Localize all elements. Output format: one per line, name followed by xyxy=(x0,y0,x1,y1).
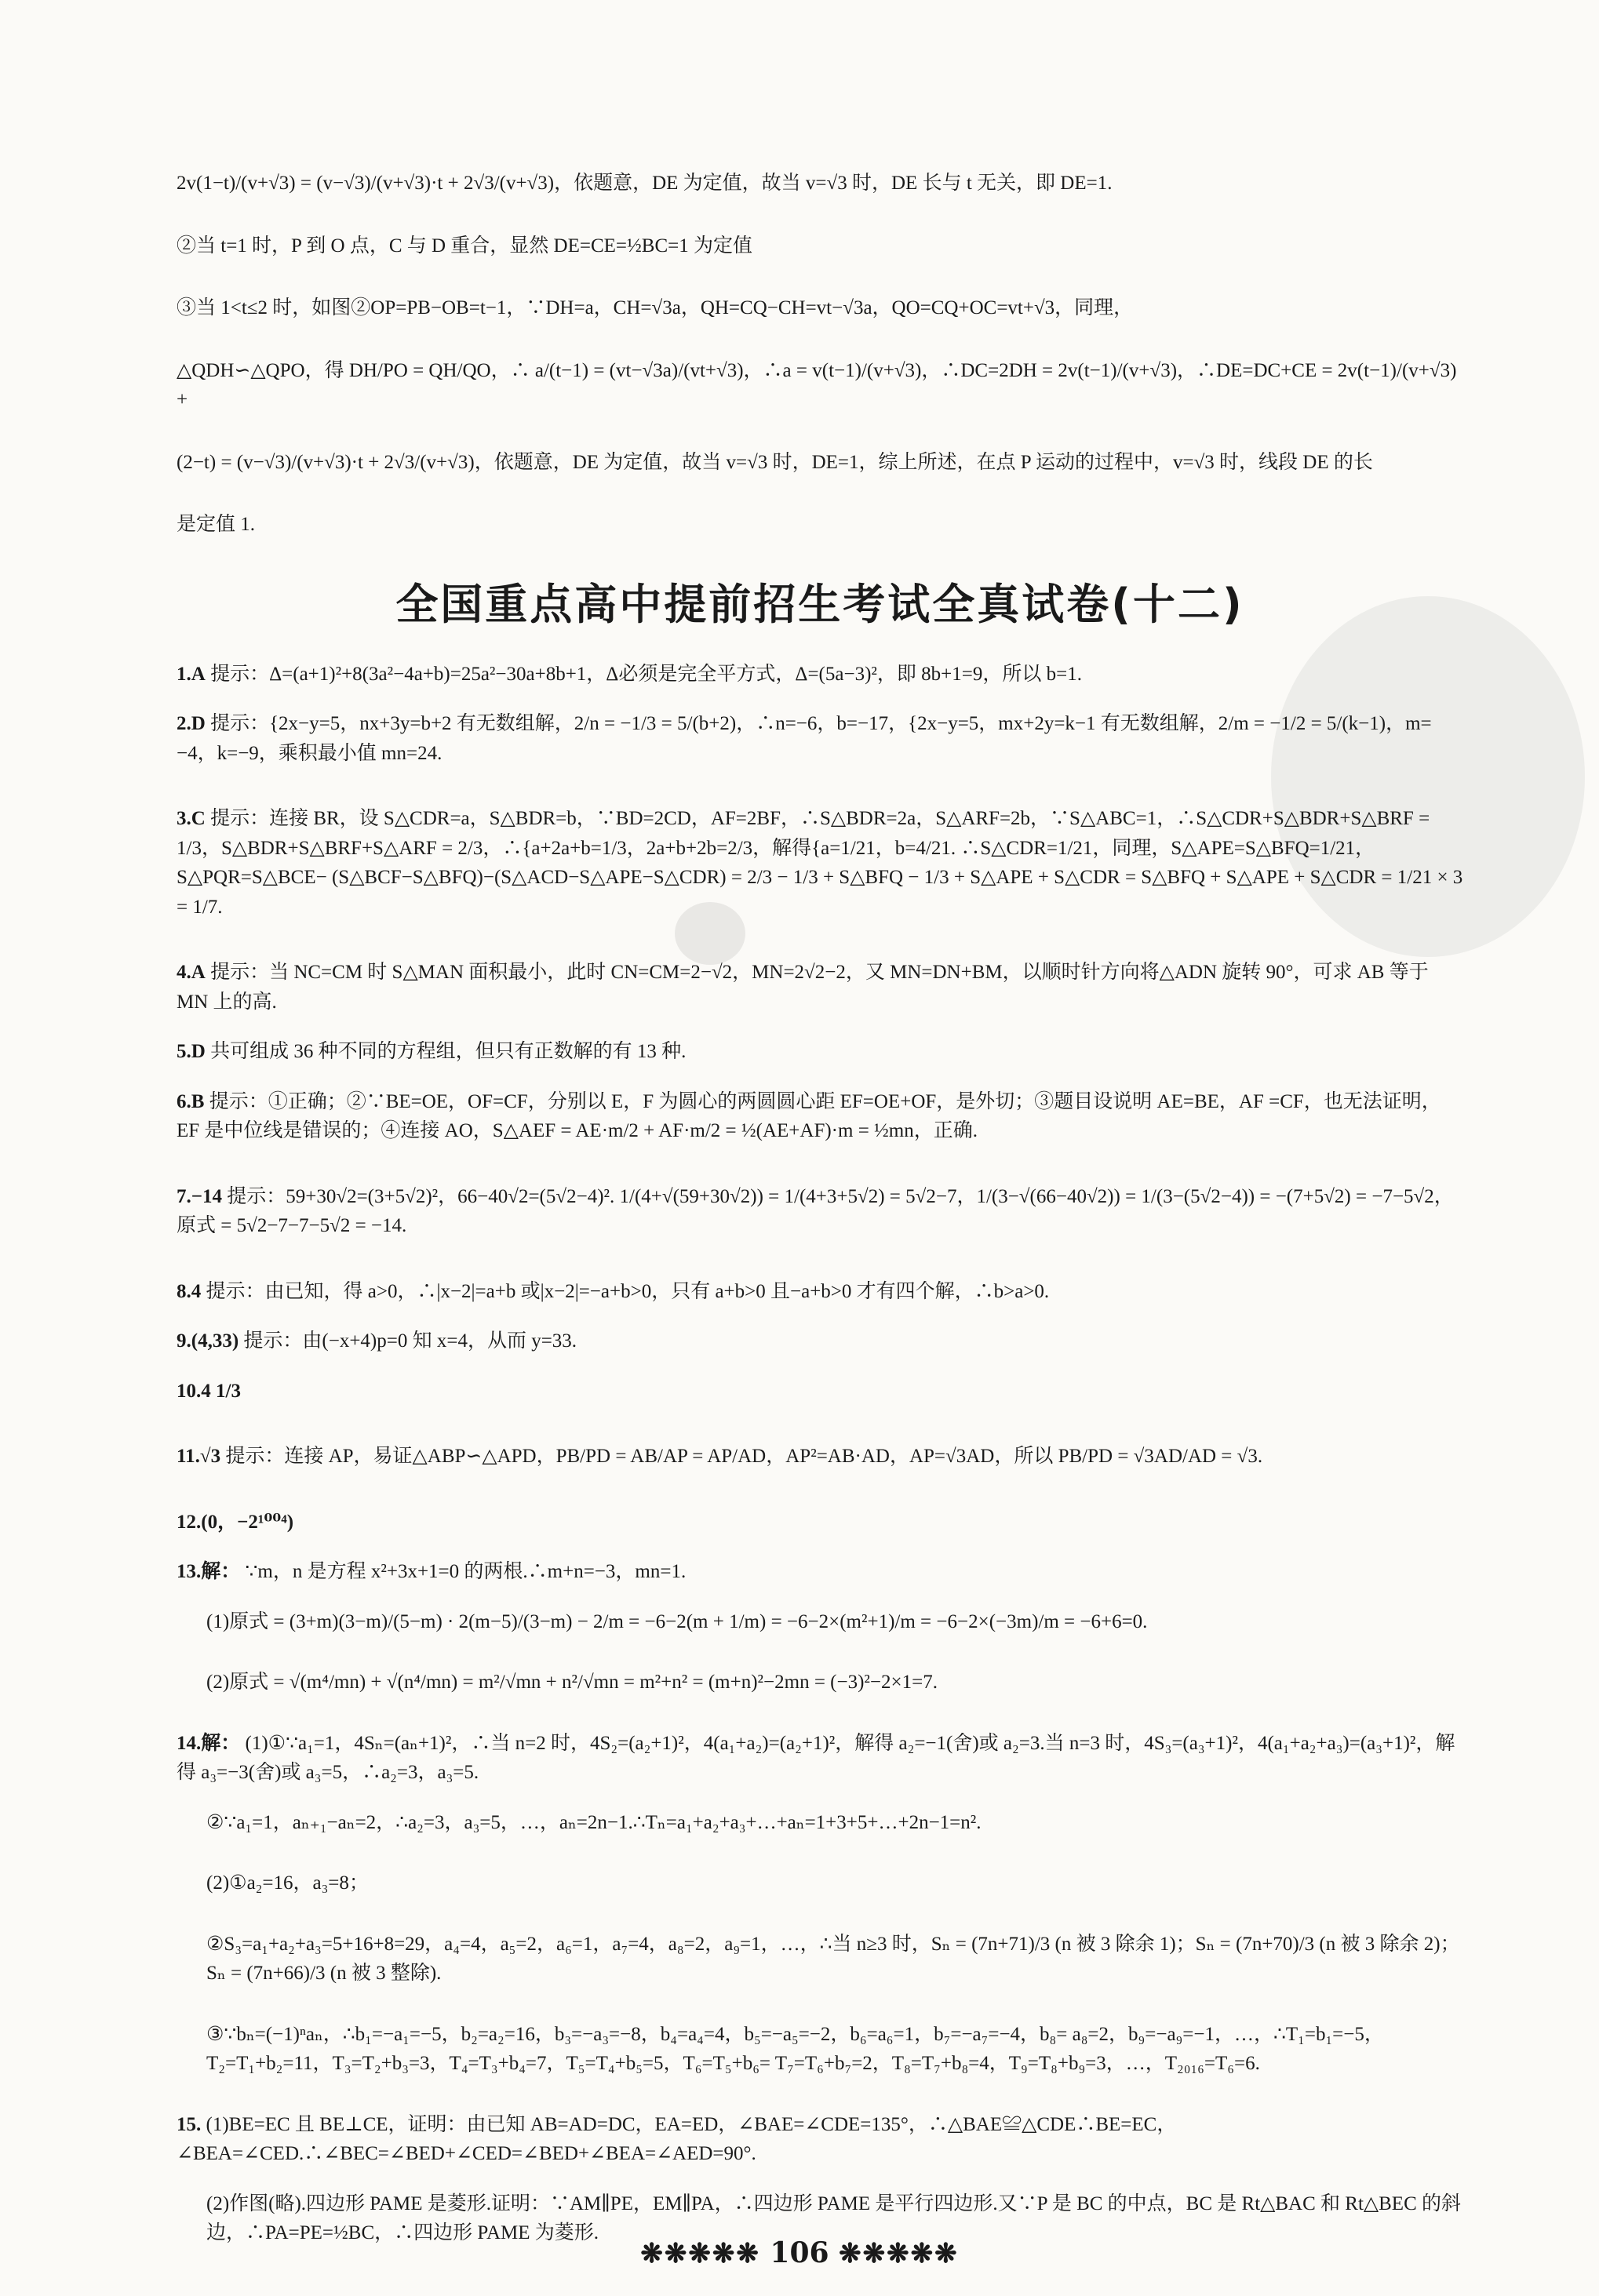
text-line: 2v(1−t)/(v+√3) = (v−√3)/(v+√3)·t + 2√3/(v+√3)，依题意，DE 为定值，故当 v=√3 时，DE 长与 t 无关，即 DE=1. xyxy=(177,173,1113,194)
answer-label: 10.4 1/3 xyxy=(177,1380,241,1402)
answer-page xyxy=(177,169,1463,2280)
text-line: ③当 1<t≤2 时，如图②OP=PB−OB=t−1，∵DH=a，CH=√3a，QH=CQ−CH=vt−√3a，QO=CQ+OC=vt+√3，同理， xyxy=(177,297,1134,318)
answer-text: 提示：由(−x+4)p=0 知 x=4，从而 y=33. xyxy=(243,1330,577,1352)
answer-text: 共可组成 36 种不同的方程组，但只有正数解的有 13 种. xyxy=(210,1041,687,1062)
answer-label: 3.C xyxy=(177,808,206,829)
answer-subitem: (2)作图(略).四边形 PAME 是菱形.证明：∵AM∥PE，EM∥PA，∴四边形 PAME 是平行四边形.又∵P 是 BC 的中点，BC 是 Rt△BAC 和 Rt△BEC 的斜边，∴PA=PE=½BC，∴四边形 PAME 为菱形. xyxy=(206,2192,1461,2243)
section-title: 全国重点高中提前招生考试全真试卷(十二) xyxy=(395,579,1244,629)
text-line: △QDH∽△QPO，得 DH/PO = QH/QO，∴ a/(t−1) = (vt−√3a)/(vt+√3)，∴a = v(t−1)/(v+√3)，∴DC=2DH = 2v(t−1)/(v+√3)，∴DE=DC+CE = 2v(t−1)/(v+√3) + xyxy=(177,359,1457,410)
answer-text: (1)BE=EC 且 BE⊥CE，证明：由已知 AB=AD=DC，EA=ED，∠BAE=∠CDE=135°，∴△BAE≌△CDE∴BE=EC，∠BEA=∠CED.∴∠BEC=∠BED+∠CED=∠BED+∠BEA=∠AED=90°. xyxy=(177,2113,1177,2164)
answer-label: 7.−14 xyxy=(177,1185,222,1207)
answer-text: 提示：59+30√2=(3+5√2)²，66−40√2=(5√2−4)². 1/(4+√(59+30√2)) = 1/(4+3+5√2) = 5√2−7，1/(3−√(66−40√2)) = 1/(3−(5√2−4)) = −(7+5√2) = −7−5√2，原式 = 5√2−7−7−5√2 = −14. xyxy=(177,1185,1454,1236)
answer-item xyxy=(177,1729,1463,1788)
answer-subitem: (2)原式 = √(m⁴/mn) + √(n⁴/mn) = m²/√mn + n²/√mn = m²+n² = (m+n)²−2mn = (−3)²−2×1=7. xyxy=(206,1672,938,1693)
answer-label: 2.D xyxy=(177,713,206,734)
ornament-left: ❋❋❋❋❋ xyxy=(640,2238,760,2269)
answer-text: 提示：连接 BR，设 S△CDR=a，S△BDR=b，∵BD=2CD，AF=2BF，∴S△BDR=2a，S△ARF=2b，∵S△ABC=1，∴S△CDR+S△BDR+S△BRF = 1/3，S△BDR+S△BRF+S△ARF = 2/3，∴{a+2a+b=1/3，2a+b+2b=2/3，解得{a=1/21，b=4/21. ∴S△CDR=1/21，同理，S△APE=S△BFQ=1/21，S△PQR=S△BCE− (S△BCF−S△BFQ)−(S△ACD−S△APE−S△CDR) = 2/3 − 1/3 + S△BFQ − 1/3 + S△APE + S△CDR = S△BFQ + S△APE + S△CDR = 1/21 × 3 = 1/7. xyxy=(177,808,1463,918)
answer-item xyxy=(177,1277,1463,1307)
answer-subitem: ③∵bₙ=(−1)ⁿaₙ，∴b₁=−a₁=−5，b₂=a₂=16，b₃=−a₃=−8，b₄=a₄=4，b₅=−a₅=−2，b₆=a₆=1，b₇=−a₇=−4，b₈= a₈=2，b₉=−a₉=−1，…，∴T₁=b₁=−5，T₂=T₁+b₂=11，T₃=T₂+b₃=3，T₄=T₃+b₄=7，T₅=T₄+b₅=5，T₆=T₅+b₆= T₇=T₆+b₇=2，T₈=T₇+b₈=4，T₉=T₈+b₉=3，…，T₂₀₁₆=T₆=6. xyxy=(206,2023,1384,2074)
answer-label: 6.B xyxy=(177,1090,205,1112)
answer-item xyxy=(177,1442,1463,1472)
answer-item xyxy=(177,1037,1463,1067)
answer-text: 提示：由已知，得 a>0，∴|x−2|=a+b 或|x−2|=−a+b>0，只有 a+b>0 且−a+b>0 才有四个解，∴b>a>0. xyxy=(206,1280,1050,1302)
answer-item xyxy=(177,1508,1463,1537)
answer-label: 8.4 xyxy=(177,1280,202,1302)
previous-solution-continuation xyxy=(177,169,1463,540)
answer-subitem: (1)原式 = (3+m)(3−m)/(5−m) · 2(m−5)/(3−m) − 2/m = −6−2(m + 1/m) = −6−2×(m²+1)/m = −6−2×(−3m)/m = −6+6=0. xyxy=(206,1610,1148,1632)
answer-subitem: (2)①a₂=16，a₃=8； xyxy=(206,1872,369,1894)
answer-text: 提示：{2x−y=5，nx+3y=b+2 有无数组解，2/n = −1/3 = 5/(b+2)，∴n=−6，b=−17，{2x−y=5，mx+2y=k−1 有无数组解，2/m = −1/2 = 5/(k−1)，m= −4，k=−9，乘积最小值 mn=24. xyxy=(177,713,1432,764)
answer-label: 15. xyxy=(177,2113,202,2135)
answer-text: (1)①∵a₁=1，4Sₙ=(aₙ+1)²，∴当 n=2 时，4S₂=(a₂+1)²，4(a₁+a₂)=(a₂+1)²，解得 a₂=−1(舍)或 a₂=3.当 n=3 时，4S₃=(a₃+1)²，4(a₁+a₂+a₃)=(a₃+1)²，解得 a₃=−3(舍)或 a₃=5，∴a₂=3，a₃=5. xyxy=(177,1732,1455,1783)
answer-text: 提示：Δ=(a+1)²+8(3a²−4a+b)=25a²−30a+8b+1，Δ必须是完全平方式，Δ=(5a−3)²，即 8b+1=9，所以 b=1. xyxy=(210,663,1082,685)
answer-text: 提示：连接 AP，易证△ABP∽△APD，PB/PD = AB/AP = AP/AD，AP²=AB·AD，AP=√3AD，所以 PB/PD = √3AD/AD = √3. xyxy=(225,1446,1263,1467)
answer-subitem: ②∵a₁=1，aₙ₊₁−aₙ=2，∴a₂=3，a₃=5，…，aₙ=2n−1.∴Tₙ=a₁+a₂+a₃+…+aₙ=1+3+5+…+2n−1=n². xyxy=(206,1811,982,1833)
answer-label: 11.√3 xyxy=(177,1446,221,1467)
text-line: ②当 t=1 时，P 到 O 点，C 与 D 重合，显然 DE=CE=½BC=1 为定值 xyxy=(177,235,752,257)
answer-subitem: ②S₃=a₁+a₂+a₃=5+16+8=29，a₄=4，a₅=2，a₆=1，a₇=4，a₈=2，a₉=1，…，∴当 n≥3 时，Sₙ = (7n+71)/3 (n 被 3 除余 1)；Sₙ = (7n+70)/3 (n 被 3 除余 2)；Sₙ = (7n+66)/3 (n 被 3 整除). xyxy=(206,1933,1460,1984)
answer-item xyxy=(177,660,1463,690)
text-line: (2−t) = (v−√3)/(v+√3)·t + 2√3/(v+√3)，依题意，DE 为定值，故当 v=√3 时，DE=1，综上所述，在点 P 运动的过程中，v=√3 时，线段 DE 的长 xyxy=(177,451,1373,473)
text-line: 是定值 1. xyxy=(177,514,256,535)
answer-text: 提示：①正确；②∵BE=OE，OF=CF，分别以 E，F 为圆心的两圆圆心距 EF=OE+OF，是外切；③题目设说明 AE=BE，AF =CF，也无法证明，EF 是中位线是错误的；④连接 AO，S△AEF = AE·m/2 + AF·m/2 = ½(AE+AF)·m = ½mn，正确. xyxy=(177,1090,1441,1141)
answer-label: 14.解： xyxy=(177,1732,241,1754)
answer-text: 提示：当 NC=CM 时 S△MAN 面积最小，此时 CN=CM=2−√2，MN=2√2−2，又 MN=DN+BM，以顺时针方向将△ADN 旋转 90°，可求 AB 等于 MN 上的高. xyxy=(177,962,1429,1013)
answer-item xyxy=(177,1087,1463,1146)
answer-label: 12.(0，−2¹⁰⁰⁴) xyxy=(177,1511,294,1533)
answer-item xyxy=(177,2110,1463,2169)
answer-label: 13.解： xyxy=(177,1561,241,1582)
page-number: 106 xyxy=(770,2236,829,2269)
ornament-right: ❋❋❋❋❋ xyxy=(839,2238,959,2269)
answer-label: 5.D xyxy=(177,1041,206,1062)
page-footer xyxy=(0,2232,1599,2274)
answer-label: 9.(4,33) xyxy=(177,1330,239,1352)
answer-item xyxy=(177,1326,1463,1356)
answer-item xyxy=(177,709,1463,768)
answer-item xyxy=(177,958,1463,1017)
answer-list xyxy=(177,660,1463,2248)
answer-label: 4.A xyxy=(177,962,206,983)
answer-item xyxy=(177,1377,1463,1406)
answer-item xyxy=(177,1557,1463,1587)
answer-item xyxy=(177,1182,1463,1241)
answer-text: ∵m，n 是方程 x²+3x+1=0 的两根.∴m+n=−3，mn=1. xyxy=(245,1561,687,1582)
answer-item xyxy=(177,804,1463,922)
answer-label: 1.A xyxy=(177,663,206,685)
